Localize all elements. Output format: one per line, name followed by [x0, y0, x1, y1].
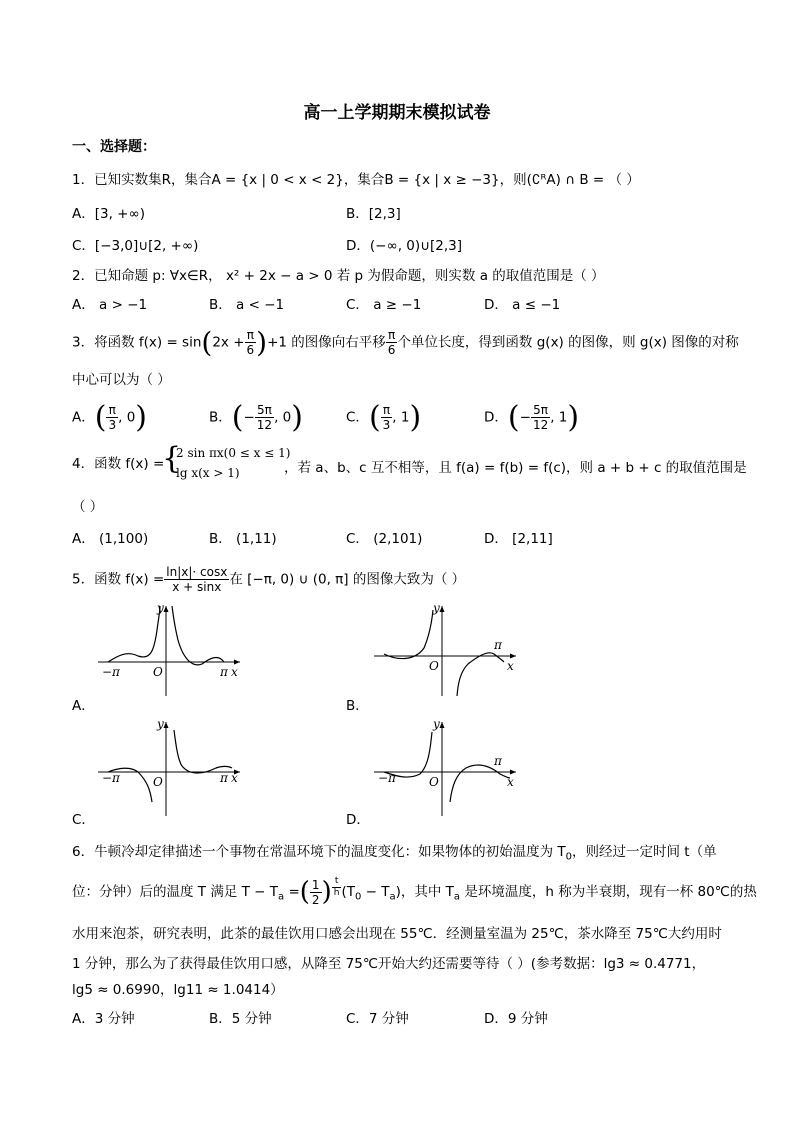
q3-option-c[interactable]: C．( $\frac{\pi}{3}$ , 1) — [346, 400, 422, 435]
q5-option-a[interactable]: A． — [72, 698, 95, 714]
y-label: y — [157, 601, 164, 615]
q5-graph-b[interactable] — [370, 600, 520, 704]
section-heading: 一、选择题： — [72, 139, 156, 155]
q1-option-a[interactable]: A．[3, +∞) — [72, 206, 145, 222]
q6-line-3: 水用来泡茶，研究表明，此茶的最佳饮用口感会出现在 55℃．经测量室温为 25℃，茶水降至 75℃大约用时 — [72, 926, 722, 942]
q3-text-2: 2x + — [212, 334, 245, 351]
svg-text:y: y — [433, 601, 440, 615]
q5-option-c[interactable]: C． — [72, 812, 95, 828]
q6-line-5: lg5 ≈ 0.6990，lg11 ≈ 1.0414） — [72, 982, 284, 998]
q4-label: 4．函数 f(x) = — [72, 456, 165, 472]
q2-option-b[interactable]: B． a < −1 — [209, 297, 285, 313]
q4-stem: ，若 a、b、c 互不相等，且 f(a) = f(b) = f(c)，则 a + b + c 的取值范围是 — [284, 460, 747, 476]
q4-option-a[interactable]: A． (1,100) — [72, 531, 149, 547]
q4-option-b[interactable]: B． (1,11) — [209, 531, 277, 547]
q6-option-c[interactable]: C．7 分钟 — [346, 1011, 409, 1027]
page-title: 高一上学期期末模拟试卷 — [303, 103, 491, 123]
q3-option-b[interactable]: B．(− $\frac{5\pi}{12}$ , 0) — [209, 400, 303, 435]
svg-text:O: O — [429, 659, 439, 673]
q6-line-1: 6．牛顿冷却定律描述一个事物在常温环境下的温度变化：如果物体的初始温度为 $T_0$，则经过一定时间 t（单 — [72, 844, 717, 863]
q1-option-d[interactable]: D．(−∞, 0)∪[2,3] — [346, 238, 463, 254]
origin-label: O — [153, 665, 163, 679]
q4-brace: { — [162, 441, 182, 476]
svg-text:π: π — [220, 771, 228, 785]
svg-text:x: x — [507, 659, 514, 673]
svg-text:O: O — [153, 775, 163, 789]
pi-label: π — [220, 665, 228, 679]
q2-stem: 2．已知命题 p: ∀x∈R， x² + 2x − a > 0 若 p 为假命题，则实数 a 的取值范围是（ ） — [72, 268, 605, 284]
q1-option-b[interactable]: B．[2,3] — [346, 206, 401, 222]
q3-line2: 中心可以为（ ） — [72, 372, 171, 388]
svg-text:O: O — [429, 775, 439, 789]
q3-text-4: 个单位长度，得到函数 g(x) 的图像，则 g(x) 图像的对称 — [397, 334, 739, 351]
q5-fraction: $\frac{\ln|x|\cdot \cos x}{x + \sin x}$ — [166, 565, 228, 594]
q2-option-d[interactable]: D． a ≤ −1 — [484, 297, 561, 313]
q6-line-4: 1 分钟，那么为了获得最佳饮用口感，从降至 75℃开始大约还需要等待（ ）(参考数据：lg3 ≈ 0.4771， — [72, 956, 706, 972]
q4-option-d[interactable]: D． [2,11] — [484, 531, 553, 547]
q6-line-2: 位：分钟）后的温度 T 满足 $T - T_a$ =( $\frac{1}{2}$ ) $\frac{t}{h}$ $(T_0 - T_a)$，其中 $T_a$ 是环境温度，h 称为半衰期，现有一杯 80℃的热 — [72, 876, 757, 907]
q3-shift-frac: $\frac{\pi}{6}$ — [387, 328, 396, 357]
q4-case-1: 2 sin πx(0 ≤ x ≤ 1) — [176, 446, 291, 460]
svg-text:π: π — [494, 754, 502, 768]
q5-option-d[interactable]: D． — [346, 812, 370, 828]
q2-option-c[interactable]: C． a ≥ −1 — [346, 297, 422, 313]
q3-text-1: 3．将函数 f(x) = sin — [72, 334, 202, 351]
svg-text:y: y — [433, 717, 440, 731]
svg-text:y: y — [157, 717, 164, 731]
q3-frac-pi-6: $\frac{\pi}{6}$ — [246, 328, 255, 357]
q3-option-a[interactable]: A．( $\frac{\pi}{3}$ , 0) — [72, 400, 147, 435]
q1-stem: 1．已知实数集R，集合A = {x | 0 < x < 2}，集合B = {x | x ≥ −3}，则(∁ᴿA) ∩ B = （ ） — [72, 172, 640, 188]
q4-option-c[interactable]: C． (2,101) — [346, 531, 423, 547]
q6-option-d[interactable]: D．9 分钟 — [484, 1011, 548, 1027]
q4-case-2: lg x(x > 1) — [176, 466, 240, 480]
svg-text:x: x — [507, 775, 514, 789]
svg-text:x: x — [231, 771, 238, 785]
q1-option-c[interactable]: C．[−3,0]∪[2, +∞) — [72, 238, 199, 254]
q5-graph-d[interactable] — [370, 716, 520, 820]
q3-stem: 3．将函数 f(x) = sin(2x + $\frac{\pi}{6}$ )+1 的图像向右平移 $\frac{\pi}{6}$ 个单位长度，得到函数 g(x) 的图像，则 g(x) 图像的对称 — [72, 326, 739, 359]
q3-option-d[interactable]: D．(− $\frac{5\pi}{12}$ , 1) — [484, 400, 580, 435]
q6-option-a[interactable]: A．3 分钟 — [72, 1011, 135, 1027]
svg-text:−π: −π — [102, 771, 120, 785]
q2-option-a[interactable]: A． a > −1 — [72, 297, 148, 313]
neg-pi-label: −π — [102, 665, 120, 679]
q5-graph-c[interactable] — [94, 716, 244, 820]
svg-text:−π: −π — [378, 771, 396, 785]
q3-text-3: +1 的图像向右平移 — [267, 334, 386, 351]
q5-option-b[interactable]: B． — [346, 698, 369, 714]
q5-stem: 5．函数 f(x) = $\frac{\ln|x|\cdot \cos x}{x + \sin x}$ 在 [−π, 0) ∪ (0, π] 的图像大致为（ ） — [72, 565, 466, 594]
q4-paren: （ ） — [72, 499, 104, 515]
q6-option-b[interactable]: B．5 分钟 — [209, 1011, 272, 1027]
q5-graph-a[interactable] — [94, 600, 244, 704]
svg-text:π: π — [494, 638, 502, 652]
x-label: x — [231, 665, 238, 679]
